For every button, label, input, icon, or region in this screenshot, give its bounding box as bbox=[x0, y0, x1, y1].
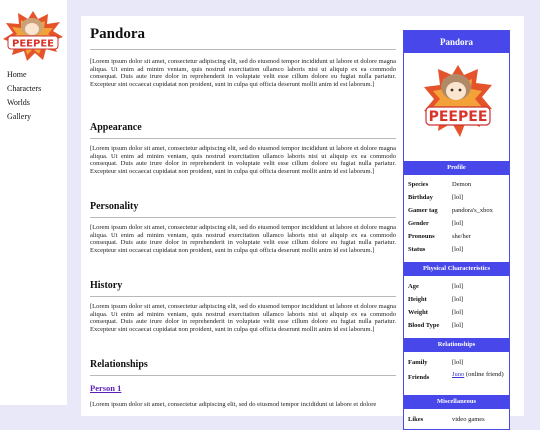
row-value: [lol] bbox=[452, 283, 464, 290]
row-value: [lol] bbox=[452, 296, 464, 303]
nav-characters[interactable]: Characters bbox=[7, 84, 42, 93]
row-value bbox=[452, 371, 508, 379]
physical-header: Physical Characteristics bbox=[404, 262, 509, 276]
character-infobox bbox=[403, 30, 510, 430]
site-logo[interactable] bbox=[2, 10, 64, 62]
infobox-title: Pandora bbox=[404, 31, 509, 53]
character-image[interactable] bbox=[422, 57, 494, 147]
row-label: Weight bbox=[408, 309, 428, 316]
nav-worlds[interactable]: Worlds bbox=[7, 98, 30, 107]
person-1-link[interactable]: Person 1 bbox=[90, 383, 122, 393]
intro-paragraph: [Lorem ipsum dolor sit amet, consectetur adipiscing elit, sed do eiusmod tempor incididunt ut labore et dolore magna aliqua. Ut enim ad minim veniam, quis nostrud exercitation ullamco laboris nisi ut aliquip ex ea commodo consequat. Duis aute irure dolor in reprehenderit in voluptate velit esse cillum dolore eu fugiat nulla pariatur. Excepteur sint occaecat cupidatat non proident, sunt in culpa qui officia deserunt mollit anim id est laborum.] bbox=[90, 58, 396, 89]
svg-text:PEEPEE: PEEPEE bbox=[428, 109, 488, 125]
row-label: Species bbox=[408, 181, 429, 188]
personality-paragraph: [Lorem ipsum dolor sit amet, consectetur adipiscing elit, sed do eiusmod tempor incididunt ut labore et dolore magna aliqua. Ut enim ad minim veniam, quis nostrud exercitation ullamco laboris nisi ut aliquip ex ea commodo consequat. Duis aute irure dolor in reprehenderit in voluptate velit esse cillum dolore eu fugiat nulla pariatur. Excepteur sint occaecat cupidatat non proident, sunt in culpa qui officia deserunt mollit anim id est laborum.] bbox=[90, 224, 396, 255]
row-label: Status bbox=[408, 246, 426, 253]
person-1-paragraph: [Lorem ipsum dolor sit amet, consectetur adipiscing elit, sed do eiusmod tempor incididunt ut labore et dolore bbox=[90, 401, 377, 408]
row-value: she/her bbox=[452, 233, 471, 240]
friend-note: (online friend) bbox=[464, 371, 504, 378]
row-label: Gamer tag bbox=[408, 207, 438, 214]
profile-header: Profile bbox=[404, 161, 509, 175]
section-divider bbox=[90, 138, 396, 139]
row-value: [lol] bbox=[452, 220, 464, 227]
row-label: Pronouns bbox=[408, 233, 435, 240]
row-value: Demon bbox=[452, 181, 472, 188]
section-heading-history: History bbox=[90, 280, 123, 291]
row-value: [lol] bbox=[452, 309, 464, 316]
title-divider bbox=[90, 49, 396, 50]
row-label: Height bbox=[408, 296, 427, 303]
row-label: Friends bbox=[408, 374, 430, 381]
section-heading-appearance: Appearance bbox=[90, 122, 142, 133]
row-value: [lol] bbox=[452, 322, 464, 329]
row-label: Likes bbox=[408, 416, 424, 423]
section-divider bbox=[90, 217, 396, 218]
section-divider bbox=[90, 375, 396, 376]
history-paragraph: [Lorem ipsum dolor sit amet, consectetur adipiscing elit, sed do eiusmod tempor incididunt ut labore et dolore magna aliqua. Ut enim ad minim veniam, quis nostrud exercitation ullamco laboris nisi ut aliquip ex ea commodo consequat. Duis aute irure dolor in reprehenderit in voluptate velit esse cillum dolore eu fugiat nulla pariatur. Excepteur sint occaecat cupidatat non proident, sunt in culpa qui officia deserunt mollit anim id est laborum.] bbox=[90, 303, 396, 334]
row-value: [lol] bbox=[452, 359, 464, 366]
page-title: Pandora bbox=[90, 26, 146, 42]
row-value: pandora's_xbox bbox=[452, 207, 493, 214]
row-label: Birthday bbox=[408, 194, 433, 201]
row-value: [lol] bbox=[452, 194, 464, 201]
nav-home[interactable]: Home bbox=[7, 70, 27, 79]
section-heading-personality: Personality bbox=[90, 201, 139, 212]
section-heading-relationships: Relationships bbox=[90, 359, 148, 370]
row-value: [lol] bbox=[452, 246, 464, 253]
site-nav bbox=[7, 68, 41, 124]
section-divider bbox=[90, 296, 396, 297]
row-label: Blood Type bbox=[408, 322, 440, 329]
nav-gallery[interactable]: Gallery bbox=[7, 112, 31, 121]
row-value: video games bbox=[452, 416, 485, 423]
svg-text:PEEPEE: PEEPEE bbox=[12, 38, 54, 50]
row-label: Age bbox=[408, 283, 419, 290]
friend-juno-link[interactable]: Juno bbox=[452, 371, 465, 378]
row-label: Family bbox=[408, 359, 428, 366]
relationships-header: Relationships bbox=[404, 338, 509, 352]
appearance-paragraph: [Lorem ipsum dolor sit amet, consectetur adipiscing elit, sed do eiusmod tempor incididunt ut labore et dolore magna aliqua. Ut enim ad minim veniam, quis nostrud exercitation ullamco laboris nisi ut aliquip ex ea commodo consequat. Duis aute irure dolor in reprehenderit in voluptate velit esse cillum dolore eu fugiat nulla pariatur. Excepteur sint occaecat cupidatat non proident, sunt in culpa qui officia deserunt mollit anim id est laborum.] bbox=[90, 145, 396, 176]
row-label: Gender bbox=[408, 220, 429, 227]
sidebar bbox=[0, 0, 67, 405]
misc-header: Miscellaneous bbox=[404, 395, 509, 409]
article-panel bbox=[81, 16, 524, 423]
